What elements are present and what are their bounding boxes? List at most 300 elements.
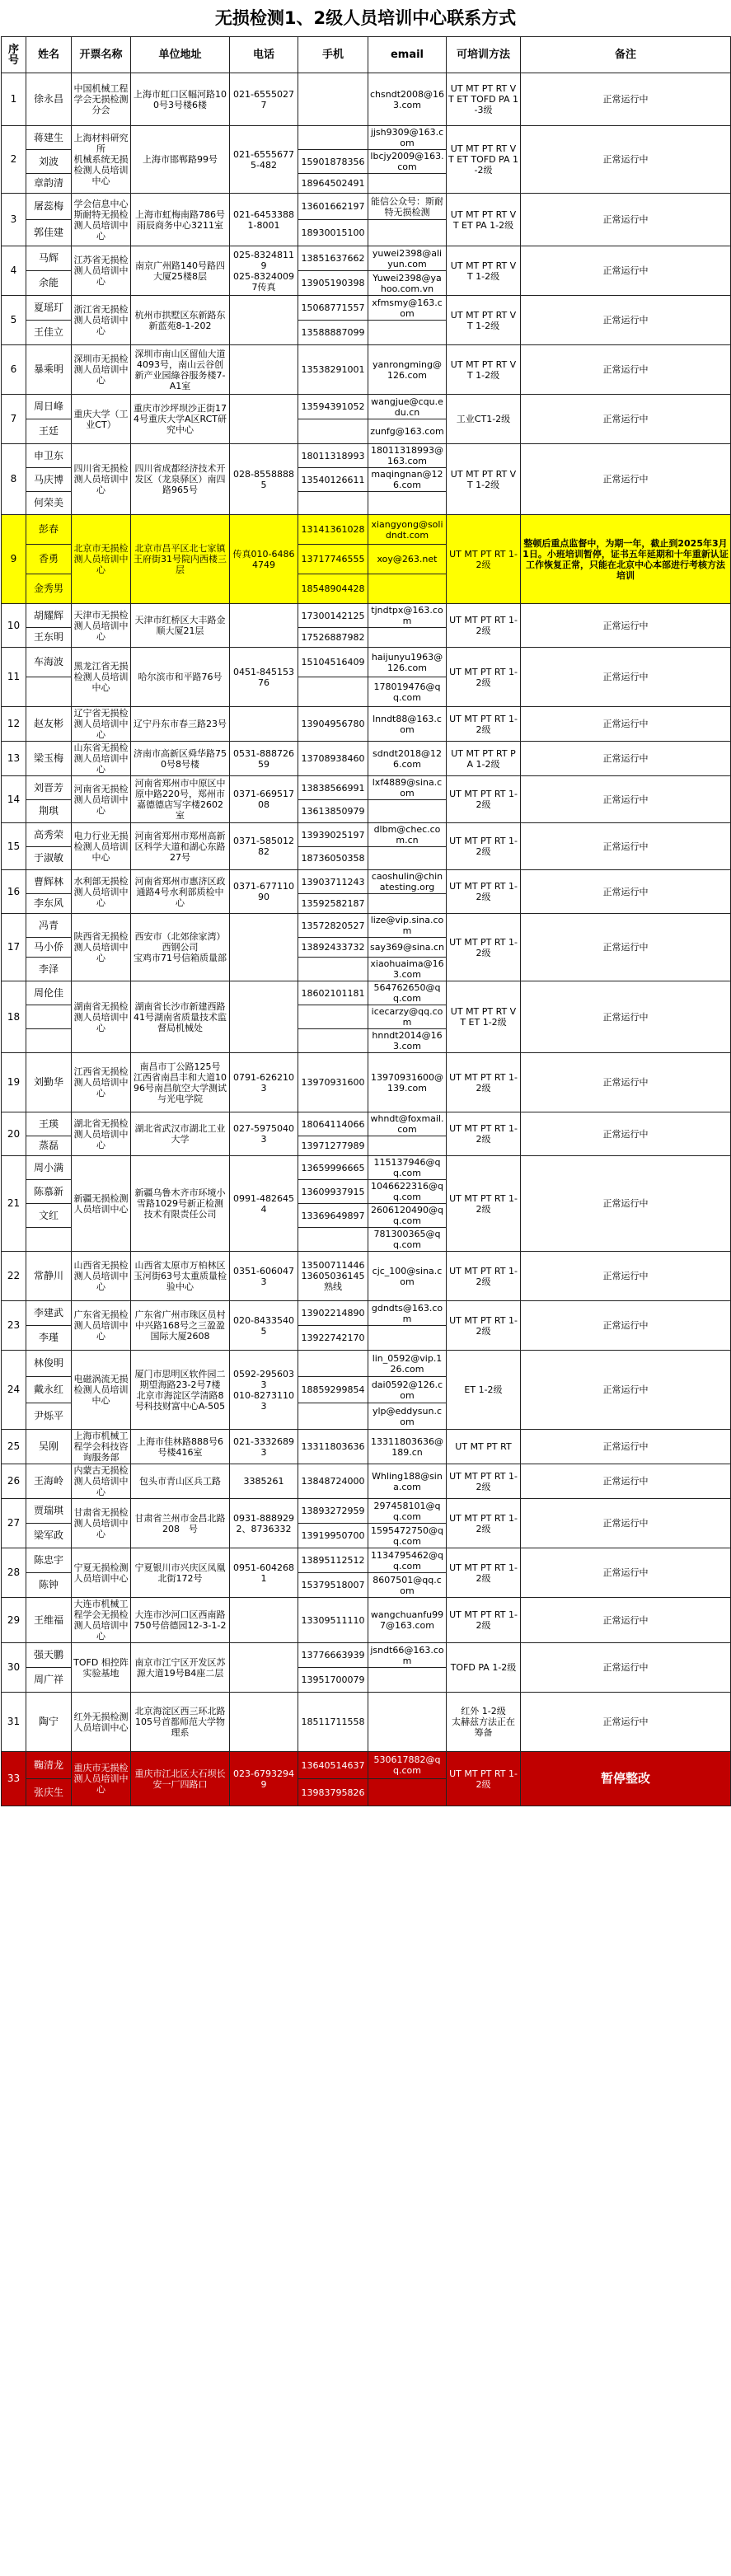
person-name: 梁军政 [26,1524,72,1548]
email-address [368,894,447,914]
email-address: 530617882@qq.com [368,1752,447,1779]
mobile-number: 13939025197 [298,823,368,847]
row-seq: 11 [2,648,26,707]
invoice-name: TOFD 相控阵实验基地 [72,1643,131,1693]
invoice-name: 河南省无损检测人员培训中心 [72,776,131,823]
training-methods: UT MT PT RT VT ET TOFD PA 1-2级 [447,126,521,194]
office-phone: 021-64533881-8001 [230,194,298,246]
contact-table [1,36,731,1806]
unit-address: 北京市昌平区北七家镇王府街31号院内西楼三层 [131,515,230,604]
email-address: yanrongming@126.com [368,345,447,395]
email-address [368,1136,447,1156]
office-phone [230,914,298,981]
row-seq: 27 [2,1499,26,1548]
row-seq: 16 [2,870,26,914]
table-row [2,515,731,545]
office-phone [230,1598,298,1643]
invoice-name: 山东省无损检测人员培训中心 [72,742,131,776]
person-name: 周小满 [26,1156,72,1180]
email-address [368,321,447,345]
table-row [2,395,731,419]
row-note: 正常运行中 [521,870,731,914]
invoice-name: 北京市无损检测人员培训中心 [72,515,131,604]
office-phone: 023-67932949 [230,1752,298,1806]
email-address [368,1693,447,1752]
row-seq: 20 [2,1112,26,1156]
row-note: 暂停整改 [521,1752,731,1806]
office-phone: 传真010-64864749 [230,515,298,604]
row-seq: 1 [2,73,26,126]
unit-address: 包头市青山区兵工路 [131,1464,230,1499]
table-row [2,823,731,847]
office-phone [230,604,298,648]
invoice-name: 中国机械工程学会无损检测分会 [72,73,131,126]
mobile-number: 13905190398 [298,271,368,296]
table-row [2,1430,731,1464]
unit-address: 新疆乌鲁木齐市环境小雪路1029号新正检测技术有限责任公司 [131,1156,230,1252]
table-row [2,345,731,395]
unit-address: 重庆市江北区大石坝长安一厂四路口 [131,1752,230,1806]
email-address: xiaohuaima@163.com [368,958,447,981]
email-address: 178019476@qq.com [368,677,447,707]
training-methods: ET 1-2级 [447,1351,521,1430]
unit-address: 河南省郑州市中原区中原中路220号，郑州市嘉德德店写字楼2602室 [131,776,230,823]
row-seq: 17 [2,914,26,981]
invoice-name: 大连市机械工程学会无损检测人员培训中心 [72,1598,131,1643]
row-note: 正常运行中 [521,1643,731,1693]
email-address: lnndt88@163.com [368,707,447,742]
training-methods: UT MT PT RT VT ET 1-2级 [447,981,521,1053]
unit-address: 宁夏银川市兴庆区凤凰北街172号 [131,1548,230,1598]
invoice-name: 上海市机械工程学会科技咨询服务部 [72,1430,131,1464]
person-name [26,1228,72,1252]
training-methods: UT MT PT RT 1-2级 [447,1464,521,1499]
person-name: 尹烁平 [26,1403,72,1430]
person-name: 高秀荣 [26,823,72,847]
office-phone: 021-65550277 [230,73,298,126]
training-methods: UT MT PT RT 1-2级 [447,914,521,981]
row-note: 正常运行中 [521,742,731,776]
table-row [2,1351,731,1377]
person-name: 何荣美 [26,492,72,515]
person-name: 刘晋芳 [26,776,72,800]
mobile-number: 13540126611 [298,468,368,492]
training-methods: UT MT PT RT 1-2级 [447,1598,521,1643]
office-phone: 0951-6042681 [230,1548,298,1598]
email-address: xfmsmy@163.com [368,296,447,321]
unit-address: 甘肃省兰州市金昌北路208 号 [131,1499,230,1548]
row-seq: 7 [2,395,26,444]
training-methods: UT MT PT RT 1-2级 [447,1301,521,1351]
email-address: 564762650@qq.com [368,981,447,1005]
row-seq: 13 [2,742,26,776]
invoice-name: 辽宁省无损检测人员培训中心 [72,707,131,742]
mobile-number: 13893272959 [298,1499,368,1524]
office-phone: 3385261 [230,1464,298,1499]
mobile-number [298,1029,368,1053]
mobile-number: 13369649897 [298,1204,368,1228]
person-name: 贾瑞琪 [26,1499,72,1524]
email-address: 297458101@qq.com [368,1499,447,1524]
person-name: 章韵清 [26,174,72,194]
unit-address: 湖南省长沙市新建西路41号湖南省质量技术监督局机械处 [131,981,230,1053]
mobile-number: 13609937915 [298,1180,368,1204]
person-name: 王佳立 [26,321,72,345]
table-row [2,1499,731,1524]
person-name: 陈钟 [26,1573,72,1598]
email-address: tjndtpx@163.com [368,604,447,628]
person-name: 赵友彬 [26,707,72,742]
email-address: caoshulin@chinatesting.org [368,870,447,894]
invoice-name: 宁夏无损检测人员培训中心 [72,1548,131,1598]
mobile-number: 15901878356 [298,150,368,174]
email-address: dai0592@126.com [368,1377,447,1403]
person-name: 鞠清龙 [26,1752,72,1779]
header-methods: 可培训方法 [447,37,521,73]
table-row [2,1693,731,1752]
person-name: 于淑敏 [26,847,72,870]
row-seq: 9 [2,515,26,604]
office-phone: 0531-88872659 [230,742,298,776]
unit-address: 南昌市丁公路125号 江西省南昌丰和大道1096号南昌航空大学测试与光电学院 [131,1053,230,1112]
invoice-name: 浙江省无损检测人员培训中心 [72,296,131,345]
person-name: 刘勤华 [26,1053,72,1112]
row-note: 正常运行中 [521,246,731,296]
table-row [2,707,731,742]
email-address: icecarzy@qq.com [368,1005,447,1029]
email-address [368,628,447,648]
table-row [2,296,731,321]
email-address: lxf4889@sina.com [368,776,447,800]
mobile-number: 13970931600 [298,1053,368,1112]
office-phone: 025-83248119 025-83240097传真 [230,246,298,296]
table-header-row [2,37,731,73]
mobile-number: 13141361028 [298,515,368,545]
mobile-number: 13311803636 [298,1430,368,1464]
email-address: Whling188@sina.com [368,1464,447,1499]
person-name: 王东明 [26,628,72,648]
header-mobile: 手机 [298,37,368,73]
unit-address: 山西省太原市万柏林区玉河街63号太重质量检验中心 [131,1252,230,1301]
mobile-number: 15068771557 [298,296,368,321]
table-row [2,981,731,1005]
person-name: 梁玉梅 [26,742,72,776]
row-note: 正常运行中 [521,73,731,126]
row-note: 正常运行中 [521,648,731,707]
person-name: 暴乘明 [26,345,72,395]
mobile-number: 13922742170 [298,1326,368,1351]
email-address [368,1668,447,1693]
mobile-number: 13971277989 [298,1136,368,1156]
table-row [2,1548,731,1573]
email-address: xoy@263.net [368,545,447,574]
person-name: 蒋建生 [26,126,72,150]
row-note: 正常运行中 [521,604,731,648]
row-seq: 23 [2,1301,26,1351]
person-name: 强天鹏 [26,1643,72,1668]
training-methods: UT MT PT RT 1-2级 [447,1112,521,1156]
row-note: 正常运行中 [521,126,731,194]
mobile-number [298,126,368,150]
mobile-number: 13895112512 [298,1548,368,1573]
table-row [2,1301,731,1326]
row-note: 正常运行中 [521,1430,731,1464]
training-methods: UT MT PT RT VT 1-2级 [447,345,521,395]
office-phone: 0991-4826454 [230,1156,298,1252]
unit-address: 上海市佳林路888号6号楼416室 [131,1430,230,1464]
office-phone: 0371-66951708 [230,776,298,823]
office-phone [230,1643,298,1693]
mobile-number: 17526887982 [298,628,368,648]
mobile-number: 13851637662 [298,246,368,271]
unit-address: 南京市江宁区开发区苏源大道19号B4座二层 [131,1643,230,1693]
mobile-number: 13708938460 [298,742,368,776]
email-address: jjsh9309@163.com [368,126,447,150]
row-seq: 31 [2,1693,26,1752]
unit-address: 天津市红桥区大丰路金顺大厦21层 [131,604,230,648]
email-address [368,174,447,194]
email-address: wangjue@cqu.edu.cn [368,395,447,419]
person-name: 马辉 [26,246,72,271]
invoice-name: 学会信息中心 斯耐特无损检测人员培训中心 [72,194,131,246]
mobile-number: 13903711243 [298,870,368,894]
training-methods: UT MT PT RT 1-2级 [447,776,521,823]
unit-address: 上海市虹口区幅河路100号3号楼6楼 [131,73,230,126]
table-row [2,1464,731,1499]
email-address: 781300365@qq.com [368,1228,447,1252]
unit-address: 济南市高新区舜华路750号8号楼 [131,742,230,776]
invoice-name: 水利部无损检测人员培训中心 [72,870,131,914]
mobile-number [298,1403,368,1430]
email-address: 1134795462@qq.com [368,1548,447,1573]
header-phone: 电话 [230,37,298,73]
invoice-name: 新疆无损检测人员培训中心 [72,1156,131,1252]
person-name: 彭春 [26,515,72,545]
mobile-number: 13572820527 [298,914,368,938]
table-row [2,1252,731,1301]
office-phone: 0371-67711090 [230,870,298,914]
mobile-number [298,958,368,981]
email-address: chsndt2008@163.com [368,73,447,126]
person-name: 余能 [26,271,72,296]
email-address: 13311803636@189.cn [368,1430,447,1464]
row-note: 正常运行中 [521,1156,731,1252]
person-name: 王海岭 [26,1464,72,1499]
row-seq: 22 [2,1252,26,1301]
person-name: 夏瑶玎 [26,296,72,321]
row-seq: 19 [2,1053,26,1112]
training-methods: UT MT PT RT 1-2级 [447,515,521,604]
person-name: 陈慕新 [26,1180,72,1204]
mobile-number: 13776663939 [298,1643,368,1668]
mobile-number: 15379518007 [298,1573,368,1598]
person-name: 吴刚 [26,1430,72,1464]
row-note: 正常运行中 [521,776,731,823]
header-name: 姓名 [26,37,72,73]
training-methods: UT MT PT RT [447,1430,521,1464]
person-name: 申卫东 [26,444,72,468]
table-row [2,742,731,776]
training-methods: UT MT PT RT 1-2级 [447,1156,521,1252]
email-address [368,220,447,246]
unit-address: 北京海淀区西三环北路105号首都师范大学物理系 [131,1693,230,1752]
row-note: 正常运行中 [521,1112,731,1156]
mobile-number: 13848724000 [298,1464,368,1499]
person-name [26,1029,72,1053]
invoice-name: 天津市无损检测人员培训中心 [72,604,131,648]
training-methods: UT MT PT RT 1-2级 [447,823,521,870]
training-methods: UT MT PT RT 1-2级 [447,1252,521,1301]
row-seq: 8 [2,444,26,515]
email-address [368,800,447,823]
office-phone: 0451-84515376 [230,648,298,707]
email-address: gdndts@163.com [368,1301,447,1326]
office-phone: 028-85588885 [230,444,298,515]
unit-address: 南京广州路140号路四大厦25楼8层 [131,246,230,296]
mobile-number: 15104516409 [298,648,368,677]
invoice-name: 内蒙古无损检测人员培训中心 [72,1464,131,1499]
mobile-number: 18511711558 [298,1693,368,1752]
mobile-number: 18736050358 [298,847,368,870]
person-name: 林俊明 [26,1351,72,1377]
table-row [2,194,731,220]
mobile-number: 18964502491 [298,174,368,194]
office-phone: 027-59750403 [230,1112,298,1156]
training-methods: UT MT PT RT VT 1-2级 [447,296,521,345]
header-invoice-name: 开票名称 [72,37,131,73]
email-address: ylp@eddysun.com [368,1403,447,1430]
table-row [2,1053,731,1112]
row-note: 正常运行中 [521,1693,731,1752]
email-address [368,847,447,870]
office-phone [230,395,298,444]
row-seq: 4 [2,246,26,296]
person-name: 胡耀辉 [26,604,72,628]
table-row [2,73,731,126]
row-note: 正常运行中 [521,1499,731,1548]
person-name: 马庆博 [26,468,72,492]
row-seq: 10 [2,604,26,648]
training-methods: UT MT PT RT 1-2级 [447,870,521,914]
person-name: 文红 [26,1204,72,1228]
invoice-name: 江西省无损检测人员培训中心 [72,1053,131,1112]
email-address: cjc_100@sina.com [368,1252,447,1301]
mobile-number: 18548904428 [298,574,368,604]
mobile-number [298,73,368,126]
row-note: 正常运行中 [521,1464,731,1499]
email-address: lin_0592@vip.126.com [368,1351,447,1377]
row-note: 正常运行中 [521,1351,731,1430]
invoice-name: 上海材料研究所 机械系统无损检测人员培训中心 [72,126,131,194]
row-note: 正常运行中 [521,444,731,515]
person-name: 车海波 [26,648,72,677]
unit-address: 深圳市南山区留仙大道4093号，南山云谷创新产业园綠谷服务楼7-A1室 [131,345,230,395]
person-name: 冯青 [26,914,72,938]
row-seq: 33 [2,1752,26,1806]
office-phone: 0931-8889292、8736332 [230,1499,298,1548]
mobile-number: 13838566991 [298,776,368,800]
email-address: sdndt2018@126.com [368,742,447,776]
mobile-number [298,1351,368,1377]
person-name: 郭佳建 [26,220,72,246]
training-methods: UT MT PT RT VT ET PA 1-2级 [447,194,521,246]
page-title: 无损检测1、2级人员培训中心联系方式 [214,8,517,28]
row-seq: 6 [2,345,26,395]
unit-address: 大连市沙河口区西南路750号倍德园12-3-1-2 [131,1598,230,1643]
training-methods: UT MT PT RT PA 1-2级 [447,742,521,776]
training-methods: UT MT PT RT 1-2级 [447,1499,521,1548]
unit-address: 重庆市沙坪坝沙正街174号重庆大学A区RCT研究中心 [131,395,230,444]
person-name: 周伦佳 [26,981,72,1005]
invoice-name: 湖北省无损检测人员培训中心 [72,1112,131,1156]
invoice-name: 重庆市无损检测人员培训中心 [72,1752,131,1806]
row-seq: 30 [2,1643,26,1693]
email-address: xiangyong@solidndt.com [368,515,447,545]
email-address: 能信公众号：斯耐特无损检测 [368,194,447,220]
email-address: 2606120490@qq.com [368,1204,447,1228]
email-address: 8607501@qq.com [368,1573,447,1598]
row-note: 正常运行中 [521,981,731,1053]
table-row [2,126,731,150]
mobile-number: 13659996665 [298,1156,368,1180]
row-note: 正常运行中 [521,1548,731,1598]
mobile-number: 13613850979 [298,800,368,823]
person-name: 徐永昌 [26,73,72,126]
training-methods: 工业CT1-2级 [447,395,521,444]
office-phone [230,981,298,1053]
email-address: 18011318993@163.com [368,444,447,468]
row-seq: 25 [2,1430,26,1464]
invoice-name: 湖南省无损检测人员培训中心 [72,981,131,1053]
table-row [2,1156,731,1180]
mobile-number: 13904956780 [298,707,368,742]
email-address [368,1779,447,1806]
person-name: 刘波 [26,150,72,174]
office-phone [230,1693,298,1752]
row-seq: 5 [2,296,26,345]
person-name: 香勇 [26,545,72,574]
row-seq: 14 [2,776,26,823]
row-seq: 21 [2,1156,26,1252]
table-row [2,1643,731,1668]
person-name: 李瑾 [26,1326,72,1351]
training-methods: 红外 1-2级 太赫兹方法正在筹备 [447,1693,521,1752]
email-address: 13970931600@139.com [368,1053,447,1112]
training-methods: UT MT PT RT 1-2级 [447,1053,521,1112]
office-phone: 0592-2956033 010-82731103 [230,1351,298,1430]
training-methods: UT MT PT RT 1-2级 [447,604,521,648]
person-name: 李建武 [26,1301,72,1326]
mobile-number: 18602101181 [298,981,368,1005]
person-name: 王维福 [26,1598,72,1643]
invoice-name: 甘肃省无损检测人员培训中心 [72,1499,131,1548]
email-address: 1595472750@qq.com [368,1524,447,1548]
email-address: zunfg@163.com [368,419,447,444]
row-seq: 18 [2,981,26,1053]
invoice-name: 电磁涡流无损检测人员培训中心 [72,1351,131,1430]
email-address: maqingnan@126.com [368,468,447,492]
table-row [2,648,731,677]
office-phone: 021-33326893 [230,1430,298,1464]
row-note: 正常运行中 [521,1598,731,1643]
table-row [2,914,731,938]
email-address: Yuwei2398@yahoo.com.vn [368,271,447,296]
row-note: 正常运行中 [521,1301,731,1351]
table-row [2,246,731,271]
email-address: wangchuanfu997@163.com [368,1598,447,1643]
row-note: 正常运行中 [521,707,731,742]
email-address: say369@sina.cn [368,938,447,958]
